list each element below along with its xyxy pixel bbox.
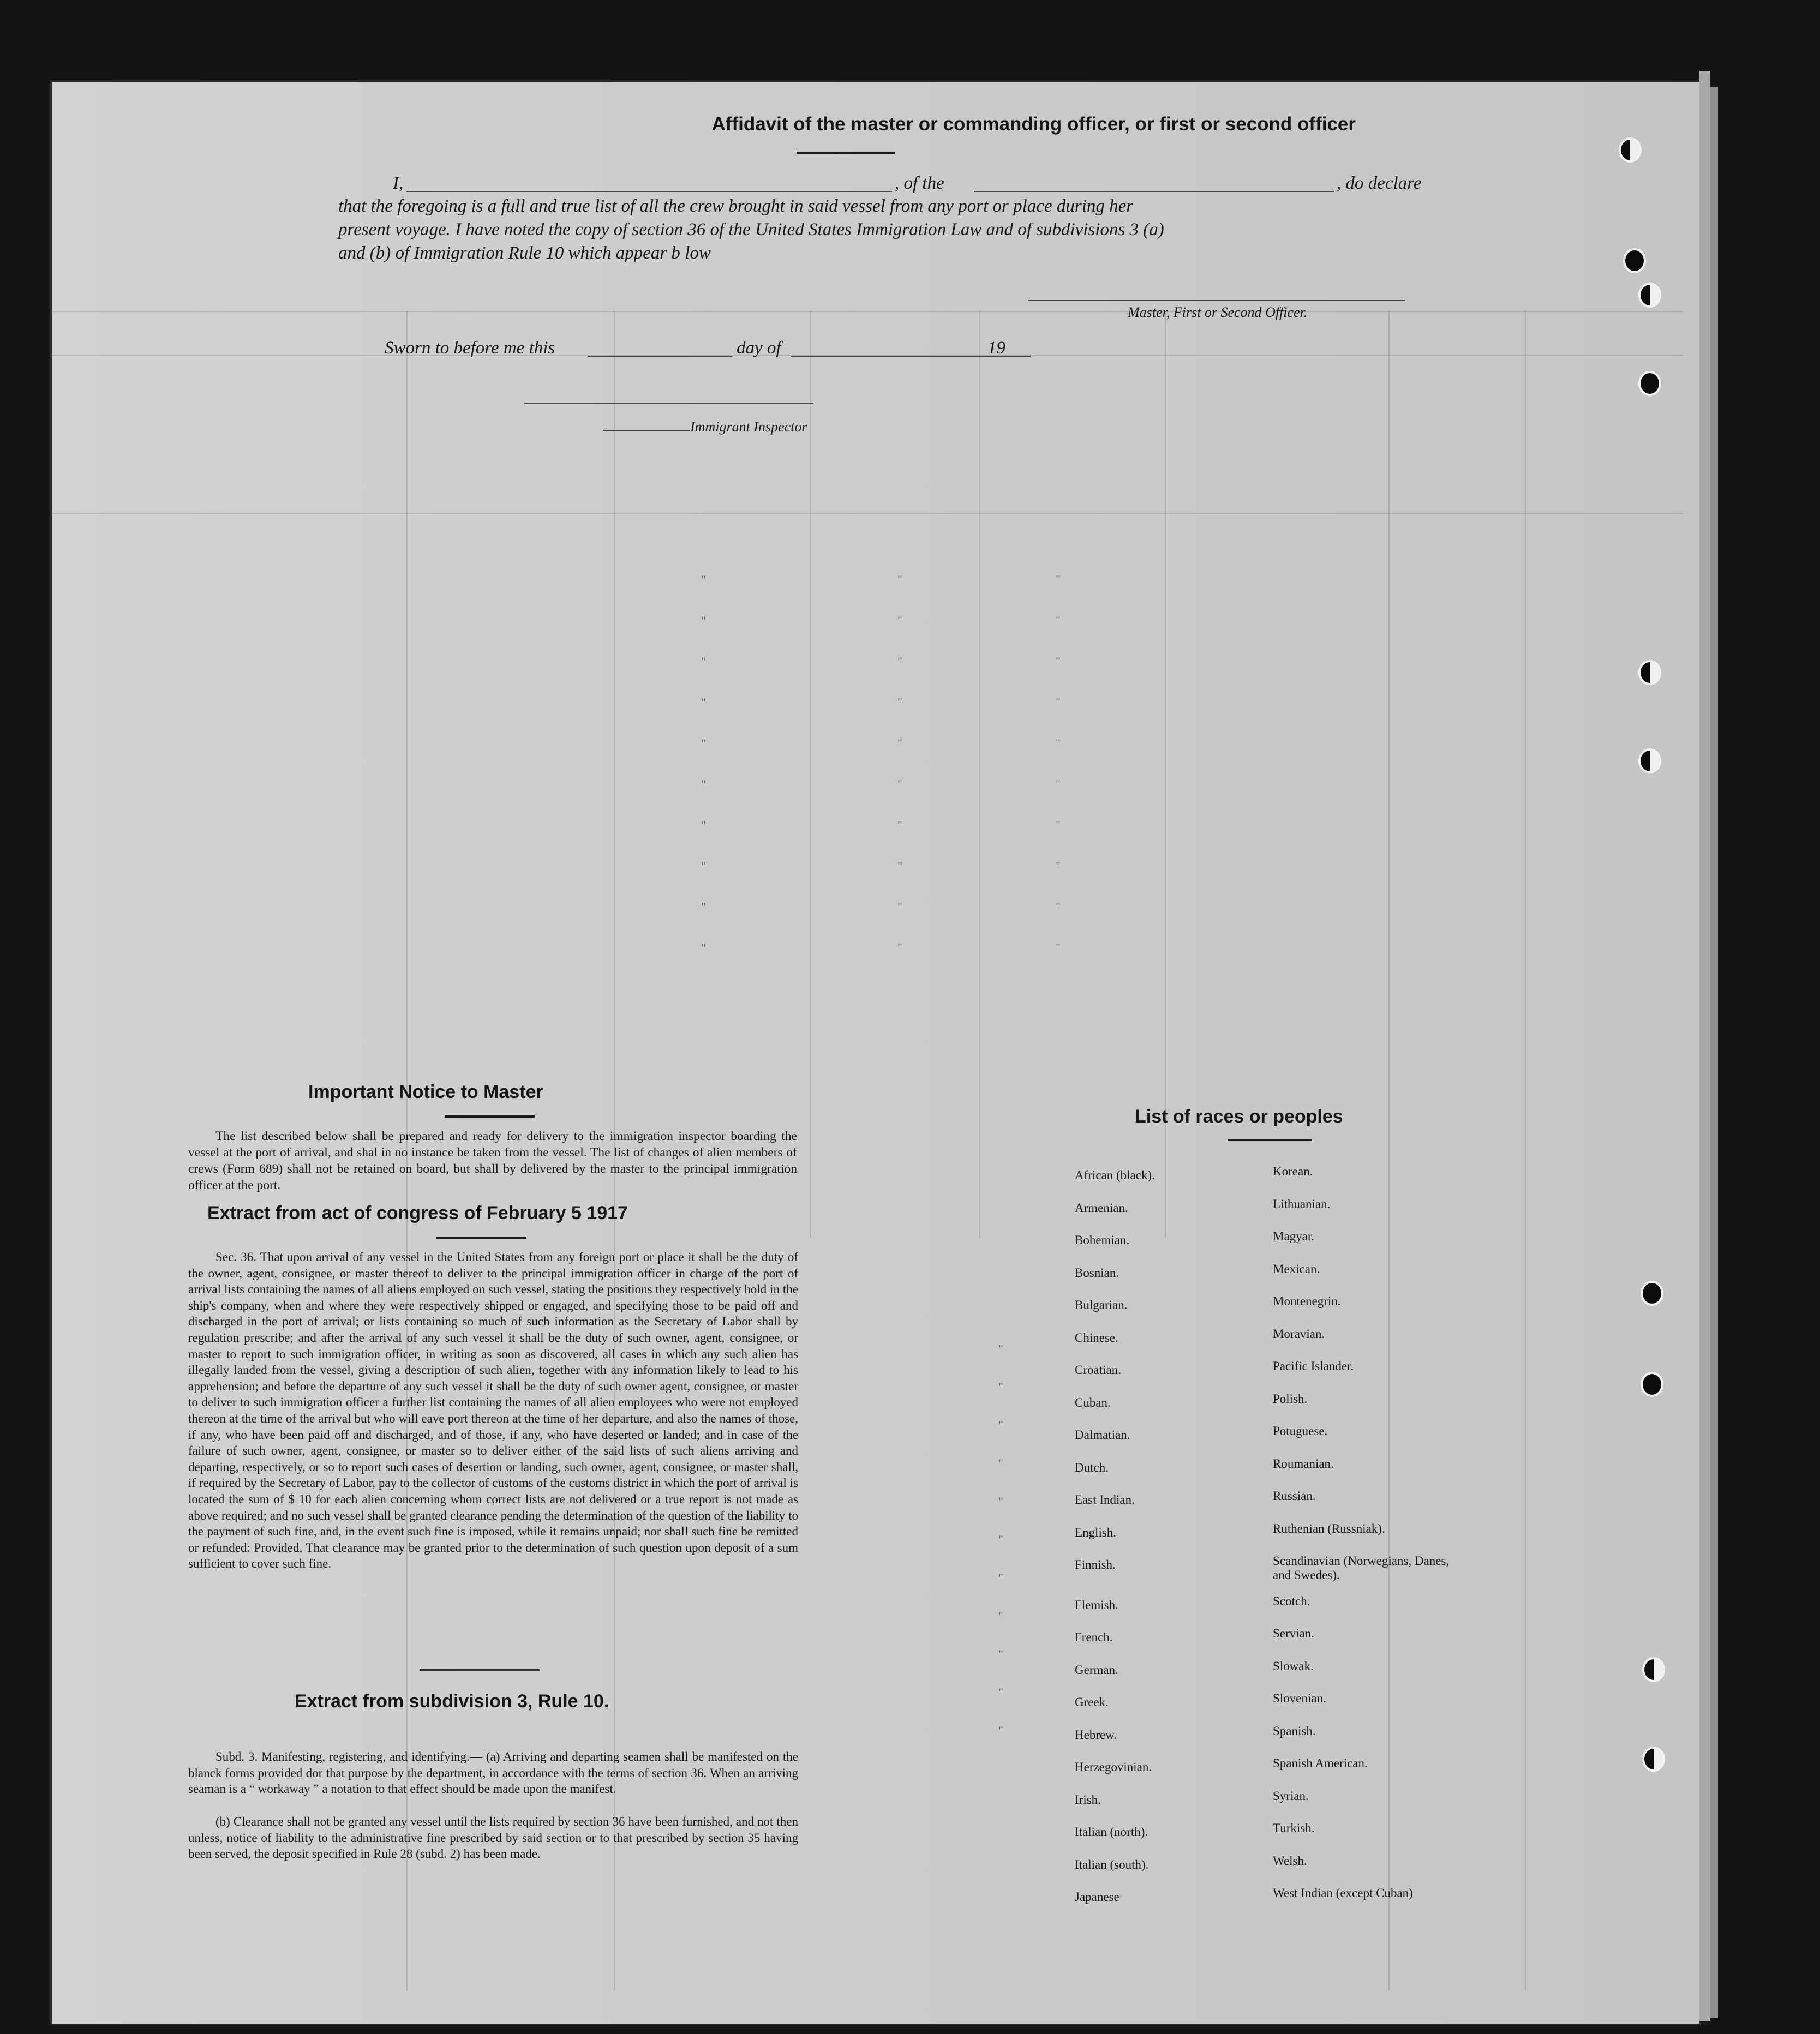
ditto-mark: " <box>897 573 902 586</box>
extract2-para-b: (b) Clearance shall not be granted any vessel until the lists required by section 36 have been furnished, and not then unless, notice of liability to the administrative fine prescribed by said section or to that prescribed by section 35 having been served, the deposit specified in Rule 28 (subd. 2) has been made. <box>188 1815 798 1861</box>
race-item: Italian (south). <box>1075 1857 1149 1871</box>
ditto-mark: " <box>998 1495 1003 1508</box>
extract2-para-a: Subd. 3. Manifesting, registering, and identifying.— (a) Arriving and departing seamen shall be manifested on the blanck forms provided dor that purpose by the department, in accordance with the terms of section 36. When an arriving seaman is a “ workaway ” a notation to that effect should be made upon the manifest. <box>188 1750 798 1796</box>
race-item: Cuban. <box>1075 1395 1111 1409</box>
race-item: Lithuanian. <box>1273 1197 1331 1211</box>
ditto-mark: " <box>1056 941 1061 955</box>
race-item: Moravian. <box>1273 1327 1325 1341</box>
race-item: Servian. <box>1273 1627 1315 1640</box>
race-item: Flemish. <box>1075 1598 1118 1612</box>
ditto-mark: " <box>701 941 706 955</box>
ditto-mark: " <box>998 1418 1003 1432</box>
race-item: Hebrew. <box>1075 1727 1117 1742</box>
race-item: Armenian. <box>1075 1201 1128 1215</box>
binder-hole <box>1641 1372 1663 1397</box>
race-item: Korean. <box>1273 1165 1313 1178</box>
race-item: Croatian. <box>1075 1363 1121 1377</box>
ditto-mark: " <box>701 859 706 873</box>
race-item: Chinese. <box>1075 1330 1118 1345</box>
ditto-mark: " <box>1056 736 1061 750</box>
ditto-mark: " <box>998 1456 1003 1470</box>
affidavit-title: Affidavit of the master or commanding officer, or first or second officer <box>711 113 1356 135</box>
race-item: Dalmatian. <box>1075 1428 1130 1442</box>
ditto-mark: " <box>701 695 706 709</box>
race-item: Slovenian. <box>1273 1691 1326 1705</box>
race-item: East Indian. <box>1075 1493 1135 1507</box>
ditto-mark: " <box>1056 573 1061 586</box>
ditto-mark: " <box>998 1724 1003 1737</box>
race-item: Bosnian. <box>1075 1265 1119 1280</box>
race-item: Bohemian. <box>1075 1233 1130 1247</box>
race-item: English. <box>1075 1525 1117 1539</box>
ditto-mark: " <box>701 900 706 914</box>
ditto-mark: " <box>897 941 902 955</box>
ditto-mark: " <box>1056 655 1061 668</box>
affidavit-i: I, <box>393 173 404 193</box>
bleed-through-line <box>52 513 1683 514</box>
document-page <box>52 82 1699 2024</box>
race-item: Welsh. <box>1273 1853 1307 1868</box>
race-item: Slowak. <box>1273 1659 1314 1673</box>
race-item: German. <box>1075 1663 1118 1677</box>
affidavit-line4: and (b) of Immigration Rule 10 which appear b low <box>338 243 711 263</box>
ditto-mark: " <box>1056 777 1061 791</box>
binder-hole <box>1623 248 1646 273</box>
day-of-label: day of <box>737 338 781 358</box>
race-item: Spanish. <box>1273 1724 1316 1738</box>
race-item: Scotch. <box>1273 1594 1310 1608</box>
binder-hole <box>1638 371 1661 396</box>
race-item: West Indian (except Cuban) <box>1273 1886 1413 1900</box>
race-item: Roumanian. <box>1273 1456 1334 1471</box>
race-item: Japanese <box>1075 1890 1119 1904</box>
race-item: Greek. <box>1075 1695 1109 1709</box>
name-blank <box>406 191 892 192</box>
race-item: Irish. <box>1075 1792 1101 1807</box>
race-item: Pacific Islander. <box>1273 1359 1354 1373</box>
race-item: Polish. <box>1273 1391 1308 1406</box>
ditto-mark: " <box>1056 695 1061 709</box>
ditto-mark: " <box>897 695 902 709</box>
ditto-mark: " <box>1056 859 1061 873</box>
race-item: Spanish American. <box>1273 1756 1368 1770</box>
bleed-through-line <box>810 311 811 1238</box>
master-signature-blank <box>1028 300 1405 301</box>
section-divider <box>420 1669 540 1671</box>
binder-hole <box>1619 137 1642 163</box>
binder-hole <box>1638 283 1661 308</box>
race-item: Finnish. <box>1075 1558 1116 1571</box>
ditto-mark: " <box>998 1380 1003 1394</box>
inspector-signature-blank <box>524 403 813 404</box>
page-edge <box>1699 71 1710 2021</box>
ditto-mark: " <box>897 818 902 832</box>
ditto-mark: " <box>897 900 902 914</box>
ditto-mark: " <box>701 736 706 750</box>
binder-hole <box>1642 1657 1665 1682</box>
race-item: Ruthenian (Russniak). <box>1273 1521 1385 1535</box>
extract1-text: Sec. 36. That upon arrival of any vessel in the United States from any foreign port or place it shall be the duty of the owner, agent, consignee, or master thereof to deliver to the principal immigration officer in charge of the port of arrival lists containing the names of all aliens employed on such vessel, stating the positions they respectively hold in the ship's company, when and where they were respectively shipped or engaged, and specifying those to be paid off and discharged in the port of arrival; or lists containing so much of such information as the Secretary of Labor shall by regulation prescribe; and after the arrival of any such vessel it shall be the duty of such owner, agent, consignee, or master to report to such immigration officer, in writing as soon as discovered, all cases in which any such alien has illegally landed from the vessel, giving a description of such alien, together with any information likely to lead to his apprehension; and before the departure of any such vessel it shall be the duty of such owner agent, consignee, or master to deliver to such immigration officer a further list containing the names of all alien employees who were not employed thereon at the time of the arrival but who will eave port thereon at the time of her departure, and also the names of those, if any, who have been paid off and discharged, and of those, if any, who have deserted or landed; and in case of the failure of such owner, agent, consignee, or master so to deliver either of the said lists of such aliens arriving and departing, respectively, or so to report such cases of desertion or landing, such owner, agent, consignee, or master shall, if required by the Secretary of Labor, pay to the collector of customs of the customs district in which the port of arrival is located the sum of $ 10 for each alien concerning whom correct lists are not delivered or a true report is not made as above required; and no such vessel shall be granted clearance pending the determination of the question of the liability to the payment of such fine, and, in the event such fine is imposed, while it remains unpaid; nor shall such fine be remitted or refunded: Provided, That clearance may be granted prior to the determination of such question upon deposit of a sum sufficient to cover such fine. <box>188 1250 798 1571</box>
ditto-mark: " <box>998 1609 1003 1623</box>
race-item: Mexican. <box>1273 1262 1320 1276</box>
race-item: Montenegrin. <box>1273 1294 1341 1308</box>
year-label: 19 <box>987 338 1005 358</box>
race-item: Herzegovinian. <box>1075 1760 1152 1774</box>
binder-hole <box>1638 660 1661 685</box>
sworn-day-blank <box>588 356 732 357</box>
vessel-blank <box>974 191 1334 192</box>
notice-text: The list described below shall be prepared and ready for delivery to the immigration inspector boarding the vessel at the port of arrival, and shal in no instance be taken from the vessel. The list of changes of alien members of crews (Form 689) shall not be retained on board, but shall by delivered by the master to the principal immigration officer at the port. <box>188 1129 797 1192</box>
ditto-mark: " <box>701 818 706 832</box>
race-item: Italian (north). <box>1075 1825 1148 1839</box>
bleed-through-line <box>1165 311 1166 1238</box>
binder-hole <box>1642 1747 1665 1772</box>
ditto-mark: " <box>1056 818 1061 832</box>
races-underline <box>1228 1139 1312 1141</box>
race-item: Scandinavian (Norwegians, Danes, and Swedes). <box>1273 1554 1450 1582</box>
ditto-mark: " <box>897 736 902 750</box>
ditto-mark: " <box>1056 614 1061 627</box>
notice-underline <box>445 1115 535 1118</box>
page-edge <box>1710 87 1718 2018</box>
extract1-title: Extract from act of congress of February 5 1917 <box>207 1203 628 1223</box>
binder-hole <box>1641 1281 1663 1306</box>
race-item: Russian. <box>1273 1489 1316 1503</box>
ditto-mark: " <box>998 1685 1003 1699</box>
ditto-mark: " <box>998 1647 1003 1661</box>
affidavit-declare: , do declare <box>1337 173 1422 193</box>
ditto-mark: " <box>1056 900 1061 914</box>
bleed-through-line <box>979 311 980 1238</box>
races-title: List of races or peoples <box>1135 1106 1343 1127</box>
sworn-label: Sworn to before me this <box>385 338 555 358</box>
ditto-mark: " <box>701 777 706 791</box>
ditto-mark: " <box>998 1533 1003 1546</box>
bleed-through-line <box>52 311 1683 312</box>
race-item: Bulgarian. <box>1075 1298 1128 1312</box>
race-item: Magyar. <box>1273 1229 1315 1243</box>
bleed-through-line <box>1388 311 1390 1991</box>
title-underline <box>797 152 895 154</box>
binder-hole <box>1638 748 1661 773</box>
race-item: Dutch. <box>1075 1460 1109 1474</box>
race-item: African (black). <box>1075 1168 1155 1182</box>
race-item: Turkish. <box>1273 1821 1315 1835</box>
race-item: Syrian. <box>1273 1789 1309 1803</box>
inspector-short-line <box>603 430 690 431</box>
ditto-mark: " <box>701 655 706 668</box>
race-item: French. <box>1075 1630 1113 1644</box>
race-item: Potuguese. <box>1273 1424 1328 1438</box>
ditto-mark: " <box>998 1342 1003 1355</box>
master-label: Master, First or Second Officer. <box>1128 304 1308 320</box>
bleed-through-line <box>1525 311 1526 1991</box>
notice-title: Important Notice to Master <box>308 1082 543 1102</box>
ditto-mark: " <box>897 655 902 668</box>
ditto-mark: " <box>701 614 706 627</box>
extract1-underline <box>436 1237 526 1239</box>
ditto-mark: " <box>897 859 902 873</box>
ditto-mark: " <box>701 573 706 586</box>
extract2-title: Extract from subdivision 3, Rule 10. <box>295 1691 609 1712</box>
affidavit-of-the: , of the <box>895 173 944 193</box>
ditto-mark: " <box>998 1571 1003 1585</box>
ditto-mark: " <box>897 614 902 627</box>
inspector-label: Immigrant Inspector <box>690 419 807 435</box>
affidavit-line3: present voyage. I have noted the copy of section 36 of the United States Immigration Law and of subdivisions 3 (a) <box>338 220 1164 239</box>
ditto-mark: " <box>897 777 902 791</box>
affidavit-line2: that the foregoing is a full and true list of all the crew brought in said vessel from any port or place during her <box>338 196 1134 216</box>
